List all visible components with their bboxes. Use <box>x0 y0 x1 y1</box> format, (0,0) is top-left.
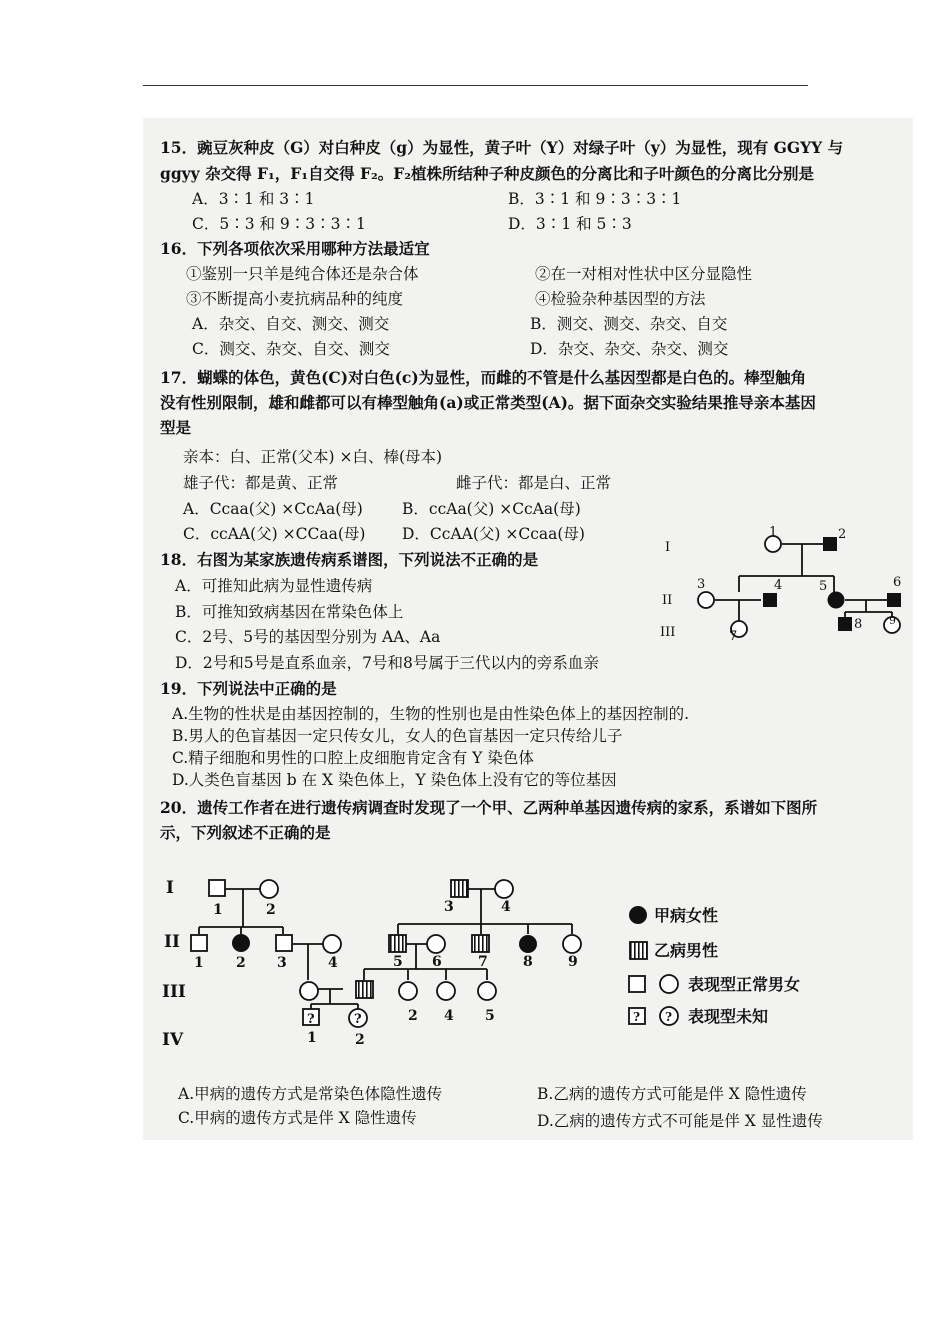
q17-female-offspring: 雌子代：都是白、正常 <box>456 474 612 492</box>
q16-item-4: ④检验杂种基因型的方法 <box>535 290 706 308</box>
q18-option-d: D．2号和5号是直系血亲，7号和8号属于三代以内的旁系血亲 <box>175 654 599 672</box>
pedigree-20-individual-II-4 <box>323 935 341 953</box>
pedigree-18-number: 1 <box>769 525 778 540</box>
pedigree-20-number: 4 <box>328 955 338 971</box>
q18-stem: 18．右图为某家族遗传病系谱图，下列说法不正确的是 <box>160 550 539 569</box>
q17-stem-line1: 17．蝴蝶的体色，黄色(C)对白色(c)为显性，而雌的不管是什么基因型都是白色的。棒型触角 <box>160 368 807 387</box>
q16-item-2: ②在一对相对性状中区分显隐性 <box>535 265 753 283</box>
pedigree-20-number: 1 <box>213 902 223 918</box>
pedigree-20-number: 1 <box>194 955 204 971</box>
pedigree-20-individual-III-1 <box>300 982 318 1000</box>
q20-option-c: C.甲病的遗传方式是伴 X 隐性遗传 <box>178 1109 417 1127</box>
pedigree-20-number: 3 <box>444 899 454 915</box>
pedigree-20-number: 2 <box>408 1008 418 1024</box>
q17-option-a: A．Ccaa(父) ×CcAa(母) <box>183 500 363 518</box>
pedigree-18-individual-3 <box>698 592 714 608</box>
pedigree-18-individual-8 <box>838 617 852 631</box>
pedigree-20-number: 4 <box>501 899 511 915</box>
pedigree-20-individual-III-2 <box>356 981 373 998</box>
pedigree-20-number: 2 <box>266 902 276 918</box>
pedigree-18-number: 4 <box>774 578 783 593</box>
pedigree-20-number: 4 <box>444 1008 454 1024</box>
q17-male-offspring: 雄子代：都是黄、正常 <box>183 474 339 492</box>
pedigree-20-individual-I-3 <box>451 880 468 897</box>
q18-pedigree <box>655 525 917 644</box>
pedigree-20-unknown-mark: ? <box>354 1012 362 1027</box>
legend-label-a: 甲病女性 <box>654 906 719 925</box>
pedigree-18-number: 2 <box>838 527 847 542</box>
q19-option-d: D.人类色盲基因 b 在 X 染色体上，Y 染色体上没有它的等位基因 <box>172 771 617 789</box>
pedigree-20-number: 5 <box>393 954 403 970</box>
header-rule <box>143 85 808 86</box>
legend-unknown-mark: ? <box>633 1010 641 1024</box>
pedigree-20-individual-III-4 <box>437 982 455 1000</box>
pedigree-20-number: 1 <box>307 1030 317 1046</box>
pedigree-20-unknown-mark: ? <box>307 1012 315 1027</box>
legend-affected-female-icon <box>629 906 647 924</box>
q15-option-b: B．3∶1 和 9∶3∶3∶1 <box>508 190 682 208</box>
pedigree-18-individual-2 <box>823 537 837 551</box>
pedigree-18-number: 9 <box>889 614 896 627</box>
pedigree-18-number: 3 <box>697 577 706 592</box>
q19-option-b: B.男人的色盲基因一定只传女儿，女人的色盲基因一定只传给儿子 <box>172 727 623 745</box>
pedigree-18-individual-4 <box>763 593 777 607</box>
q16-item-3: ③不断提高小麦抗病品种的纯度 <box>186 290 404 308</box>
pedigree-20-individual-II-9 <box>563 935 581 953</box>
pedigree-20-gen-label: I <box>166 878 174 898</box>
pedigree-18-number: 5 <box>819 579 828 594</box>
q20-stem-line1: 20．遗传工作者在进行遗传病调查时发现了一个甲、乙两种单基因遗传病的家系，系谱如下图所 <box>160 798 818 817</box>
q20-stem-line2: 示，下列叙述不正确的是 <box>160 823 331 842</box>
q17-stem-line3: 型是 <box>160 418 192 437</box>
legend-label-unknown: 表现型未知 <box>688 1007 769 1026</box>
pedigree-20-individual-II-6 <box>427 935 445 953</box>
pedigree-20-number: 6 <box>432 954 442 970</box>
pedigree-18-gen-label: II <box>662 593 673 608</box>
pedigree-18-gen-label: III <box>660 625 676 640</box>
q15-option-c: C．5∶3 和 9∶3∶3∶1 <box>192 215 366 233</box>
q16-stem: 16．下列各项依次采用哪种方法最适宜 <box>160 239 430 258</box>
q20-pedigree <box>158 862 801 1067</box>
pedigree-20-gen-label: IV <box>162 1030 184 1050</box>
pedigree-20-individual-I-1 <box>209 880 225 896</box>
pedigree-20-individual-II-8 <box>519 935 537 953</box>
pedigree-20-number: 9 <box>568 954 578 970</box>
pedigree-20-gen-label: III <box>162 982 186 1002</box>
q20-option-d: D.乙病的遗传方式不可能是伴 X 显性遗传 <box>537 1112 823 1130</box>
legend-normal-male-icon <box>629 976 645 992</box>
pedigree-20-number: 3 <box>277 955 287 971</box>
q15-stem-line2: ggyy 杂交得 F₁，F₁自交得 F₂。F₂植株所结种子种皮颜色的分离比和子叶颜色的分离比分别是 <box>160 164 815 183</box>
pedigree-20-individual-II-3 <box>276 935 292 951</box>
q16-option-d: D．杂交、杂交、杂交、测交 <box>530 340 729 358</box>
pedigree-18-gen-label: I <box>665 540 671 555</box>
q18-option-c: C．2号、5号的基因型分别为 AA、Aa <box>175 628 441 646</box>
pedigree-18-number: 6 <box>893 575 902 590</box>
q17-option-d: D．CcAA(父) ×Ccaa(母) <box>402 525 585 543</box>
legend-unknown-mark: ? <box>665 1010 673 1024</box>
legend-label-b: 乙病男性 <box>654 941 719 960</box>
q17-stem-line2: 没有性别限制，雄和雌都可以有棒型触角(a)或正常类型(A)。据下面杂交实验结果推导亲本基因 <box>160 393 816 412</box>
pedigree-20-individual-I-2 <box>260 880 278 898</box>
legend-affected-male-icon <box>630 942 647 959</box>
q15-stem-line1: 15．豌豆灰种皮（G）对白种皮（g）为显性，黄子叶（Y）对绿子叶（y）为显性，现有 GGYY 与 <box>160 138 844 157</box>
pedigree-18-number: 7 <box>729 629 738 644</box>
pedigree-20-individual-I-4 <box>495 880 513 898</box>
q15-option-d: D．3∶1 和 5∶3 <box>508 215 632 233</box>
q19-option-c: C.精子细胞和男性的口腔上皮细胞肯定含有 Y 染色体 <box>172 749 534 767</box>
q17-parents: 亲本：白、正常(父本) ×白、棒(母本) <box>183 448 443 466</box>
pedigree-20-individual-II-7 <box>472 935 489 952</box>
legend-normal-female-icon <box>660 975 678 993</box>
q19-option-a: A.生物的性状是由基因控制的，生物的性别也是由性染色体上的基因控制的. <box>172 705 690 723</box>
q17-option-c: C．ccAA(父) ×CCaa(母) <box>183 525 366 543</box>
q18-option-a: A．可推知此病为显性遗传病 <box>175 577 373 595</box>
pedigree-20-individual-III-3 <box>399 982 417 1000</box>
pedigree-20-number: 2 <box>236 955 246 971</box>
q16-option-a: A．杂交、自交、测交、测交 <box>192 315 390 333</box>
q20-option-a: A.甲病的遗传方式是常染色体隐性遗传 <box>178 1085 443 1103</box>
pedigree-20-gen-label: II <box>164 932 180 952</box>
q16-option-c: C．测交、杂交、自交、测交 <box>192 340 390 358</box>
pedigree-18-individual-5 <box>828 592 845 609</box>
pedigree-20-individual-II-5 <box>389 935 406 952</box>
pedigree-20-number: 8 <box>523 954 533 970</box>
legend-label-normal: 表现型正常男女 <box>688 975 801 994</box>
pedigree-18-number: 8 <box>854 617 863 632</box>
pedigree-20-individual-III-5 <box>478 982 496 1000</box>
q20-option-b: B.乙病的遗传方式可能是伴 X 隐性遗传 <box>537 1085 807 1103</box>
pedigree-18-individual-6 <box>887 593 901 607</box>
q16-item-1: ①鉴别一只羊是纯合体还是杂合体 <box>186 265 419 283</box>
q15-option-a: A．3∶1 和 3∶1 <box>192 190 315 208</box>
pedigree-20-number: 5 <box>485 1008 495 1024</box>
q17-option-b: B．ccAa(父) ×CcAa(母) <box>402 500 581 518</box>
pedigree-20-individual-II-1 <box>191 935 207 951</box>
q19-stem: 19．下列说法中正确的是 <box>160 679 337 698</box>
pedigree-20-number: 7 <box>478 954 488 970</box>
pedigree-20-individual-II-2 <box>232 934 250 952</box>
pedigree-20-number: 2 <box>355 1032 365 1048</box>
q18-option-b: B．可推知致病基因在常染色体上 <box>175 603 404 621</box>
q16-option-b: B．测交、测交、杂交、自交 <box>530 315 728 333</box>
